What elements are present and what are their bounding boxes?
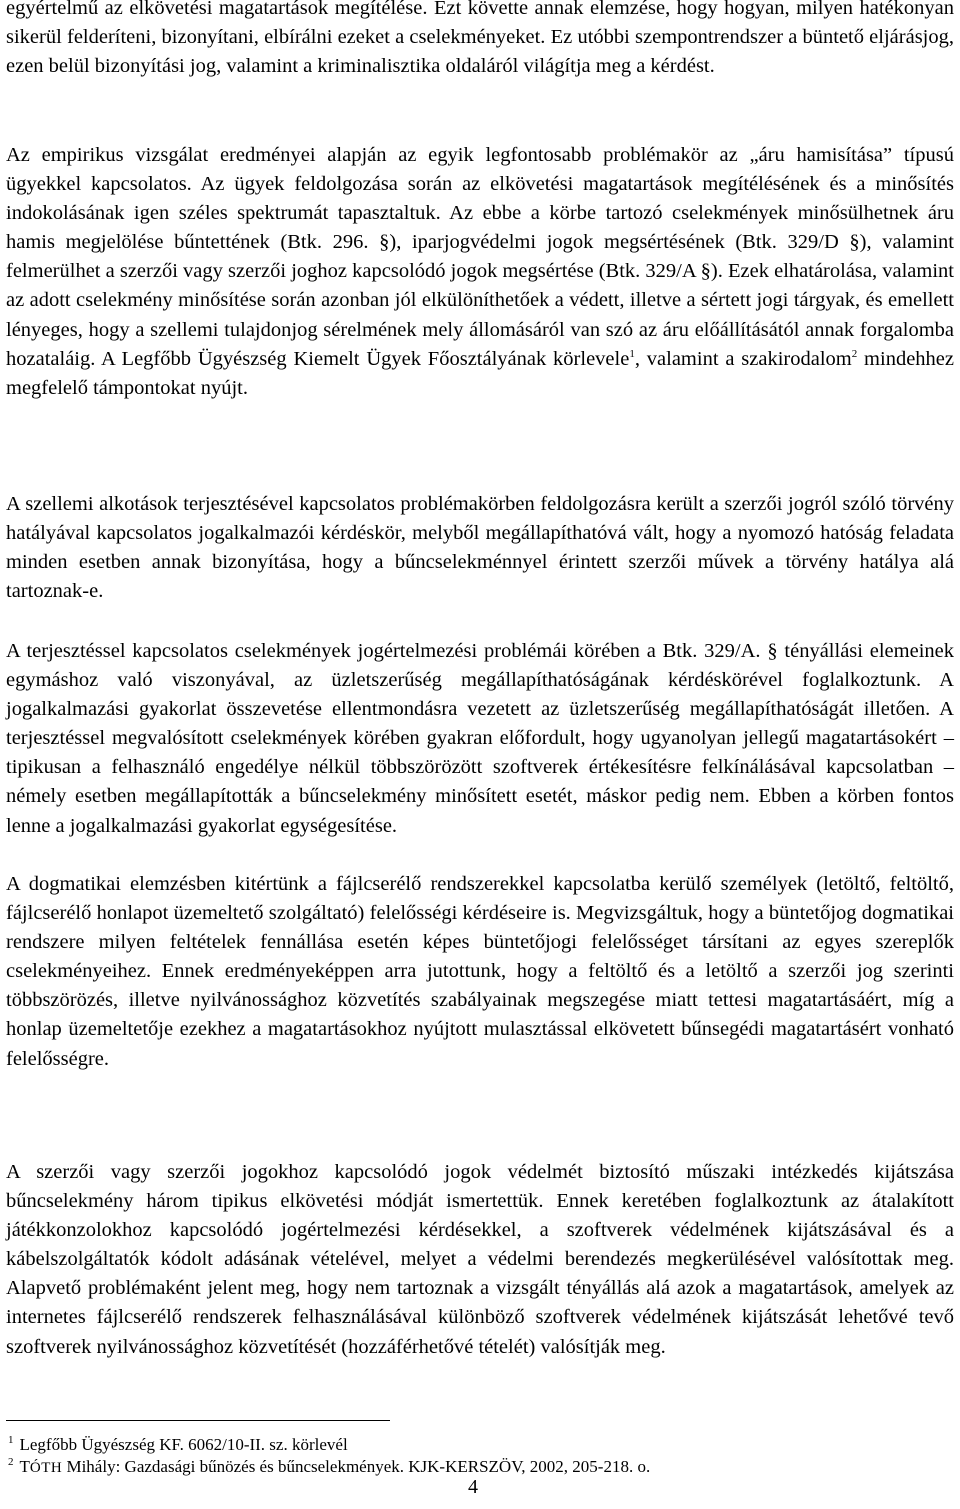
paragraph-1: egyértelmű az elkövetési magatartások megítélése. Ezt követte annak elemzése, hogy hogyan, milyen hatékonyan sikerül felderíteni, bizonyítani, elbírálni ezeket a cselekményeket. Ez utóbbi szempontrendszer a büntető eljárásjog, ezen belül bizonyítási jog, valamint a kriminalisztika oldaláról világítja meg a kérdést. xyxy=(6,0,954,78)
paragraph-2-text-a: Az empirikus vizsgálat eredményei alapján az egyik legfontosabb problémakör az „áru hamisítása” típusú ügyekkel kapcsolatos. Az ügyek feldolgozása során az elkövetési magatartások megítélésének és a minősítés indokolásának igen széles spektrumát tapasztaltuk. Az ebbe a körbe tartozó cselekmények minősülhetnek áru hamis megjelölése bűntettének (Btk. 296. §), iparjogvédelmi jogok megsértésének (Btk. 329/D §), valamint felmerülhet a szerzői vagy szerzői joghoz kapcsolódó jogok megsértése (Btk. 329/A §). Ezek elhatárolása, valamint az adott cselekmény minősítése során azonban jól elkülöníthetőek a védett, illetve a sértett jogi tárgyak, és emellett lényeges, hogy a szellemi tulajdonjog sérelmének mely állomásáról van szó az áru előállításától annak forgalomba hozataláig. A Legfőbb Ügyészség Kiemelt Ügyek Főosztályának körlevele xyxy=(6,144,954,370)
footnote-2-author-initial: T xyxy=(19,1457,30,1476)
paragraph-6: A szerzői vagy szerzői jogokhoz kapcsolódó jogok védelmét biztosító műszaki intézkedés kijátszása bűncselekmény három tipikus elkövetési módját ismertettük. Ennek keretében foglalkoztunk az átalakított játékkonzolokhoz kapcsolódó jogértelmezési kérdésekkel, a szoftverek védelmének kijátszásával és a kábelszolgáltatók kódolt adásának vételével, melyet a védelmi berendezés megkerülésével valósítottak meg. Alapvető problémaként jelent meg, hogy nem tartoznak a vizsgált tényállás alá azok a magatartások, amelyek az internetes fájlcserélő rendszerek felhasználásával különböző szoftverek védelmének kijátszását lehetővé tevő szoftverek nyilvánossághoz közvetítését (hozzáférhetővé tételét) valósítják meg. xyxy=(6,1161,954,1358)
footnote-ref-2[interactable]: 2 xyxy=(851,347,858,360)
footnote-1 xyxy=(8,1434,348,1456)
footnote-1-number: 1 xyxy=(8,1434,14,1447)
paragraph-2 xyxy=(6,141,954,403)
paragraph-4: A terjesztéssel kapcsolatos cselekmények jogértelmezési problémái körében a Btk. 329/A. § tényállási elemeinek egymáshoz való viszonyával, az üzletszerűség megállapíthatóságának kérdéskörével foglalkoztunk. A jogalkalmazási gyakorlat összevetése ellentmondásra vezetett az üzletszerűség megállapíthatóságát illetően. A terjesztéssel megvalósított cselekmények körében gyakran előfordult, hogy ugyanolyan jellegű magatartásokért – tipikusan a felhasználó engedélye nélkül többszörözött szoftverek értékesítésre felkínálásával kapcsolatban – némely esetben megállapították a bűncselekmény minősített esetét, máskor pedig nem. Ebben a körben fontos lenne a jogalkalmazási gyakorlat egységesítése. xyxy=(6,640,954,837)
footnote-2 xyxy=(8,1456,650,1479)
footnote-2-author-smallcaps: ÓTH xyxy=(29,1460,63,1476)
footnote-separator xyxy=(6,1420,390,1421)
paragraph-2-text-b: , valamint a szakirodalom xyxy=(634,347,852,370)
document-page xyxy=(6,0,954,1509)
footnote-2-number: 2 xyxy=(8,1456,14,1469)
footnote-1-text: Legfőbb Ügyészség KF. 6062/10-II. sz. körlevél xyxy=(19,1435,348,1454)
paragraph-2-text-c: mindehhez megfelelő támpontokat nyújt. xyxy=(6,347,954,399)
footnote-ref-1[interactable]: 1 xyxy=(629,347,635,360)
paragraph-3: A szellemi alkotások terjesztésével kapcsolatos problémakörben feldolgozásra került a szerzői jogról szóló törvény hatályával kapcsolatos jogalkalmazói kérdéskör, melyből megállapíthatóvá vált, hogy a nyomozó hatóság feladata minden esetben annak bizonyítása, hogy a bűncselekménnyel érintett szerzői művek a törvény hatálya alá tartoznak-e. xyxy=(6,493,954,603)
footnote-2-text: Mihály: Gazdasági bűnözés és bűncselekmények. KJK-KERSZÖV, 2002, 205-218. o. xyxy=(62,1457,651,1476)
page-number: 4 xyxy=(468,1476,478,1498)
paragraph-5: A dogmatikai elemzésben kitértünk a fájlcserélő rendszerekkel kapcsolatba kerülő személyek (letöltő, feltöltő, fájlcserélő honlapot üzemeltető szolgáltató) felelősségi kérdéseire is. Megvizsgáltuk, hogy a büntetőjog dogmatikai rendszere milyen feltételek fennállása esetén képes büntetőjogi felelősséget társítani az egyes szereplők cselekményeihez. Ennek eredményeképpen arra jutottunk, hogy a feltöltő és a letöltő a szerzői jog szerinti többszörözés, illetve nyilvánossághoz közvetítés szabályainak megszegése miatt tettesi magatartásáért, míg a honlap üzemeltetője ezekhez a magatartásokhoz nyújtott mulasztással elkövetett bűnsegédi magatartásért vonható felelősségre. xyxy=(6,873,954,1070)
